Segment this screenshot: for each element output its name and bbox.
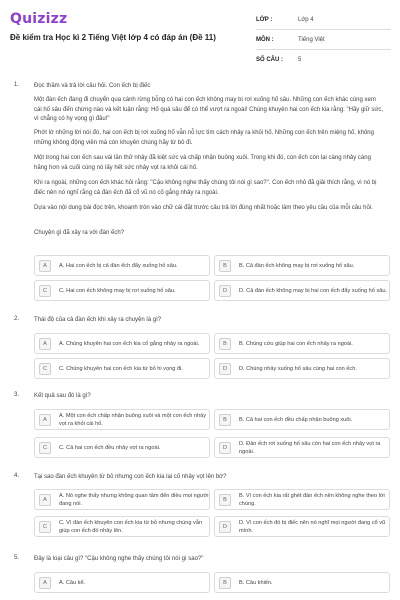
answer-option[interactable] [34, 358, 210, 379]
question-prompt: Tại sao đàn ếch khuyên từ bỏ nhưng con ếch kia lại cố nhảy vọt lên bờ? [34, 474, 227, 480]
passage-paragraph: Khi ra ngoài, những con ếch khác hỏi rằng: "Cậu không nghe thấy chúng tôi nói gì sao?". Con ếch nhỏ đã giải thích rằng, vì nó bị điếc nên nó nghĩ rằng cả đàn ếch đã cổ vũ nó cố gắng nhảy ra ngoài. [34, 180, 377, 196]
question-text: Chuyện gì đã xảy ra với đàn ếch? [34, 230, 124, 236]
option-text: C. Cả hai con ếch đều nhảy vọt ra ngoài. [59, 444, 161, 451]
answer-option[interactable] [214, 358, 390, 379]
option-letter: D [219, 285, 231, 297]
option-letter: B [219, 494, 231, 506]
meta-value: Tiếng Việt [298, 36, 325, 43]
meta-label: MÔN : [256, 36, 274, 43]
answer-option[interactable] [214, 572, 390, 593]
meta-table [256, 10, 391, 70]
option-text: A. Câu kể. [59, 579, 86, 586]
option-text: C. Chúng khuyên hai con ếch kia từ bỏ hi vọng đi. [59, 365, 183, 372]
option-text: A. Hai con ếch bị cả đàn ếch đẩy xuống hố sâu. [59, 262, 178, 269]
passage-paragraph: Phớt lờ những lời nói đó, hai con ếch bị rơi xuống hố vẫn nỗ lực tìm cách nhảy ra khỏi hố. Những con ếch trên miệng hố, không những không động viên mà còn khuyên chúng hãy từ bỏ đi. [34, 130, 374, 146]
option-text: C. Vì đàn ếch khuyên con ếch kia từ bỏ nhưng chúng vẫn giúp con ếch đó nhảy lên. [59, 519, 203, 534]
option-text: B. Câu khiến. [239, 579, 273, 586]
answer-option[interactable] [34, 409, 210, 430]
option-letter: B [219, 577, 231, 589]
answer-option[interactable] [214, 280, 390, 301]
option-letter: A [39, 260, 51, 272]
meta-label: LỚP : [256, 16, 273, 23]
option-text: A. Nó nghe thấy nhưng không quan tâm đến điều mọi người đang nói. [59, 492, 209, 507]
option-text: D. Vì con ếch đó bị điếc nên nó nghĩ mọi người đang cổ vũ mình. [239, 519, 386, 534]
question-prompt: Đây là loại câu gì? "Cậu không nghe thấy chúng tôi nói gì sao?" [34, 556, 204, 562]
option-text: B. Cả hai con ếch đều chấp nhận buông xuôi. [239, 416, 353, 423]
option-letter: B [219, 338, 231, 350]
answer-option[interactable] [214, 409, 390, 430]
meta-row-count [256, 50, 391, 70]
option-letter: A [39, 494, 51, 506]
option-letter: B [219, 260, 231, 272]
option-letter: D [219, 442, 231, 454]
meta-label: SỐ CÂU : [256, 57, 283, 63]
option-letter: C [39, 285, 51, 297]
question-number: 2. [14, 316, 20, 322]
answer-option[interactable] [34, 572, 210, 593]
option-letter: A [39, 577, 51, 589]
option-letter: C [39, 521, 51, 533]
meta-row-grade [256, 10, 391, 30]
answer-option[interactable] [214, 255, 390, 276]
option-letter: A [39, 338, 51, 350]
option-text: B. Vì con ếch kia rất ghét đàn ếch nên không nghe theo lời chúng. [239, 492, 385, 507]
option-letter: D [219, 521, 231, 533]
question-number: 5. [14, 555, 20, 561]
passage-paragraph: Một trong hai con ếch sau vài lần thử nhảy đã kiệt sức và chấp nhận buông xuôi. Trong khi đó, con ếch còn lại càng nhảy càng hăng hơn và cuối cùng nó lấy hết sức nhảy vọt ra khỏi cái hố. [34, 155, 371, 171]
question-number: 4. [14, 473, 20, 479]
answer-option[interactable] [34, 489, 210, 510]
meta-value: 5 [298, 57, 302, 63]
answer-option[interactable] [34, 437, 210, 458]
question-number: 3. [14, 392, 20, 398]
option-letter: D [219, 363, 231, 375]
option-letter: B [219, 414, 231, 426]
instruction-text: Dựa vào nội dung bài đọc trên, khoanh tròn vào chữ cái đặt trước câu trả lời đúng nhất hoặc làm theo yêu cầu của mỗi câu hỏi. [34, 205, 373, 211]
option-text: D. Đàn ếch rơi xuống hố sâu còn hai con ếch nhảy vọt ra ngoài. [239, 440, 381, 455]
option-text: D. Chúng nhảy xuống hố sâu cùng hai con ếch. [239, 365, 357, 372]
answer-option[interactable] [34, 333, 210, 354]
option-text: D. Cả đàn ếch không may bị hai con ếch đẩy xuống hố sâu. [239, 287, 388, 294]
answer-option[interactable] [214, 437, 390, 458]
option-letter: C [39, 363, 51, 375]
question-prompt: Đọc thầm và trả lời câu hỏi. Con ếch bị điếc [34, 83, 151, 89]
option-text: B. Chúng cứu giúp hai con ếch nhảy ra ngoài. [239, 340, 353, 347]
meta-value: Lớp 4 [298, 16, 314, 23]
worksheet-header [0, 0, 400, 74]
question-prompt: Thái độ của cả đàn ếch khi xảy ra chuyện là gì? [34, 317, 162, 323]
option-letter: C [39, 442, 51, 454]
passage-paragraph: Một đàn ếch đang đi chuyển qua cánh rừng bỗng có hai con ếch không may bị rơi xuống hố sâu. Những con ếch khác cùng xem cái hố sâu đến chừng nào và kết luận rằng: Hố quá sâu để có thể vượt ra ngoài! Chúng khuyên hai con ếch kia rằng: "Hãy giữ sức, vì chẳng có hy vọng gì đâu!" [34, 97, 384, 122]
page-title: Đề kiểm tra Học kì 2 Tiếng Việt lớp 4 có đáp án (Đề 11) [10, 33, 216, 42]
answer-option[interactable] [34, 255, 210, 276]
answer-option[interactable] [214, 333, 390, 354]
answer-option[interactable] [34, 280, 210, 301]
option-text: C. Hai con ếch không may bị rơi xuống hố sâu. [59, 287, 176, 294]
option-text: B. Cả đàn ếch không may bị rơi xuống hố sâu. [239, 262, 355, 269]
answer-option[interactable] [214, 489, 390, 510]
question-prompt: Kết quả sau đó là gì? [34, 393, 91, 399]
meta-row-subject [256, 30, 391, 50]
answer-option[interactable] [214, 516, 390, 537]
option-text: A. Một con ếch chấp nhận buông xuôi và một con ếch nhảy vọt ra khỏi cái hố. [59, 412, 207, 427]
quizizz-logo: Quizizz [10, 11, 68, 27]
option-letter: A [39, 414, 51, 426]
option-text: A. Chúng khuyên hai con ếch kia cố gắng nhảy ra ngoài. [59, 340, 200, 347]
question-number: 1. [14, 82, 20, 88]
answer-option[interactable] [34, 516, 210, 537]
